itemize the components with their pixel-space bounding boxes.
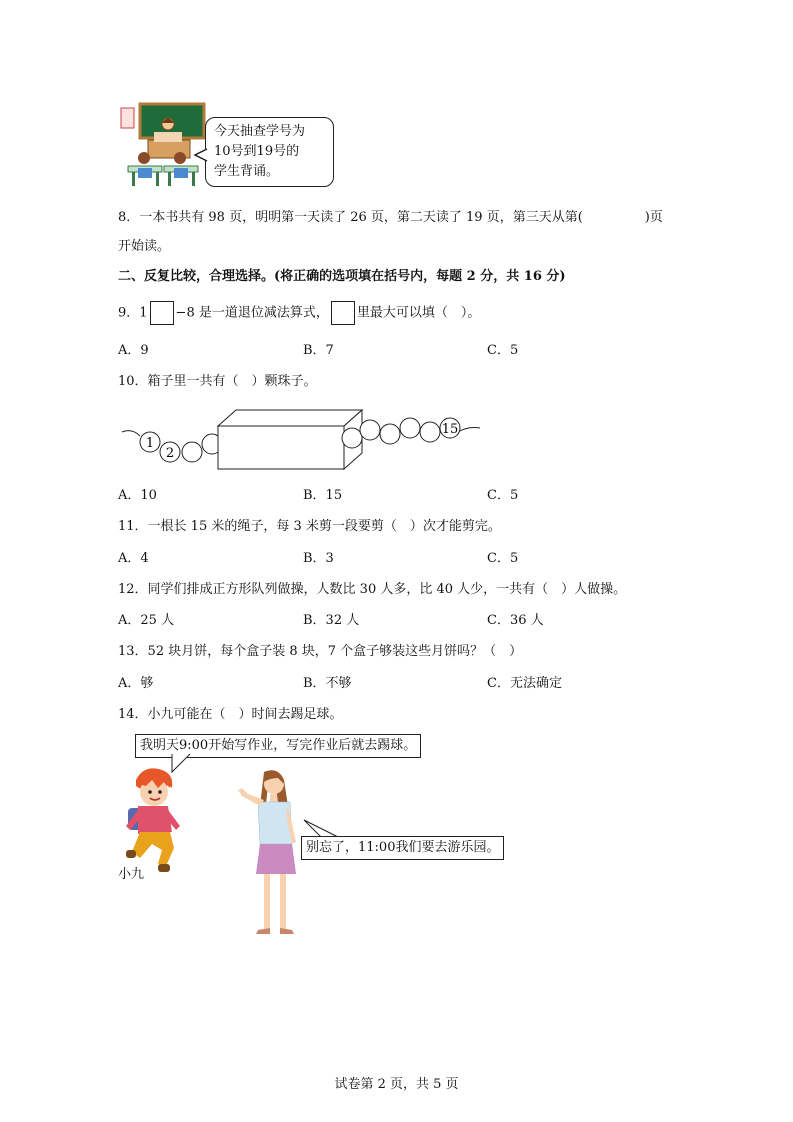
bead [182, 442, 202, 462]
question-10-option-a: A．10 [118, 488, 157, 503]
bubble-line: 今天抽查学号为 [214, 124, 306, 139]
bubble-line: 学生背诵。 [214, 164, 280, 179]
question-11-option-c: C．5 [487, 551, 519, 566]
bead [400, 418, 420, 438]
bead [420, 422, 440, 442]
question-13-option-b: B．不够 [303, 676, 352, 691]
question-9-prefix: 9．1 [118, 305, 148, 321]
question-9-option-a: A．9 [118, 343, 149, 358]
question-9-option-b: B．7 [303, 343, 334, 358]
boy-shoe-left [126, 850, 136, 858]
bead [342, 428, 362, 448]
bead-label-15: 15 [441, 422, 459, 437]
woman-top [258, 802, 292, 844]
question-8-line2: 开始读。 [118, 239, 171, 254]
woman-skirt [256, 844, 296, 874]
question-11-option-a: A．4 [118, 551, 149, 566]
question-13-text: 13．52 块月饼，每个盒子装 8 块，7 个盒子够装这些月饼吗？（ ） [118, 644, 523, 659]
bubble-tail [194, 147, 208, 163]
boy-figure [114, 764, 186, 874]
box-top [218, 410, 362, 426]
wall-poster [121, 108, 134, 128]
question-11-text: 11．一根长 15 米的绳子，每 3 米剪一段要剪（ ）次才能剪完。 [118, 519, 501, 534]
boy-name-label: 小九 [118, 867, 145, 882]
student-head-right [174, 152, 186, 164]
question-9-suffix: 里最大可以填（ ）。 [356, 305, 481, 321]
box-front [218, 426, 344, 469]
bead [380, 424, 400, 444]
student-head-left [138, 152, 150, 164]
boy-shoe-right [158, 864, 170, 872]
question-8-line1 [118, 209, 663, 227]
question-11-option-b: B．3 [303, 551, 334, 566]
boy-shirt [138, 806, 172, 834]
bubble-line: 10号到19号的 [214, 144, 300, 159]
question-12-option-c: C．36 人 [487, 613, 544, 628]
page-footer: 试卷第 2 页，共 5 页 [334, 1077, 459, 1092]
question-9 [118, 301, 480, 326]
boy-speech-box: 我明天9:00开始写作业，写完作业后就去踢球。 [135, 734, 421, 758]
question-12-option-a: A．25 人 [118, 613, 175, 628]
bead-label-1: 1 [145, 436, 155, 451]
woman-shoe-left [256, 928, 270, 934]
beads-box-illustration [118, 402, 488, 474]
string-left [122, 431, 140, 436]
section-2-title: 二、反复比较，合理选择。(将正确的选项填在括号内，每题 2 分，共 16 分) [118, 269, 566, 284]
blank-box [150, 301, 174, 325]
bead-label-2: 2 [165, 446, 175, 461]
question-9-middle: −8 是一道退位减法算式， [175, 305, 329, 321]
question-12-text: 12．同学们排成正方形队列做操，人数比 30 人多，比 40 人少，一共有（ ）人做操。 [118, 582, 627, 597]
question-10-text: 10．箱子里一共有（ ）颗珠子。 [118, 374, 317, 389]
woman-arm-pointing [238, 788, 264, 806]
woman-figure [230, 766, 310, 938]
question-9-option-c: C．5 [487, 343, 519, 358]
bead [360, 420, 380, 440]
question-14-text: 14．小九可能在（ ）时间去踢足球。 [118, 707, 343, 722]
question-13-option-c: C．无法确定 [487, 676, 562, 691]
blank-box [331, 301, 355, 325]
question-10-option-b: B．15 [303, 488, 343, 503]
string-right [458, 428, 480, 433]
question-13-option-a: A．够 [118, 676, 154, 691]
question-12-option-b: B．32 人 [303, 613, 360, 628]
woman-shoe-right [280, 928, 294, 934]
question-8-text-end: )页 [644, 210, 663, 225]
speech-bubble-teacher [205, 117, 334, 187]
boy-pants [132, 832, 174, 866]
question-10-option-c: C．5 [487, 488, 519, 503]
woman-leg-left [264, 874, 270, 930]
woman-speech-box: 别忘了，11:00我们要去游乐园。 [301, 836, 504, 860]
woman-neck [270, 794, 277, 802]
question-8-text: 8．一本书共有 98 页，明明第一天读了 26 页，第二天读了 19 页，第三天从第( [118, 210, 583, 225]
woman-leg-right [280, 874, 286, 930]
